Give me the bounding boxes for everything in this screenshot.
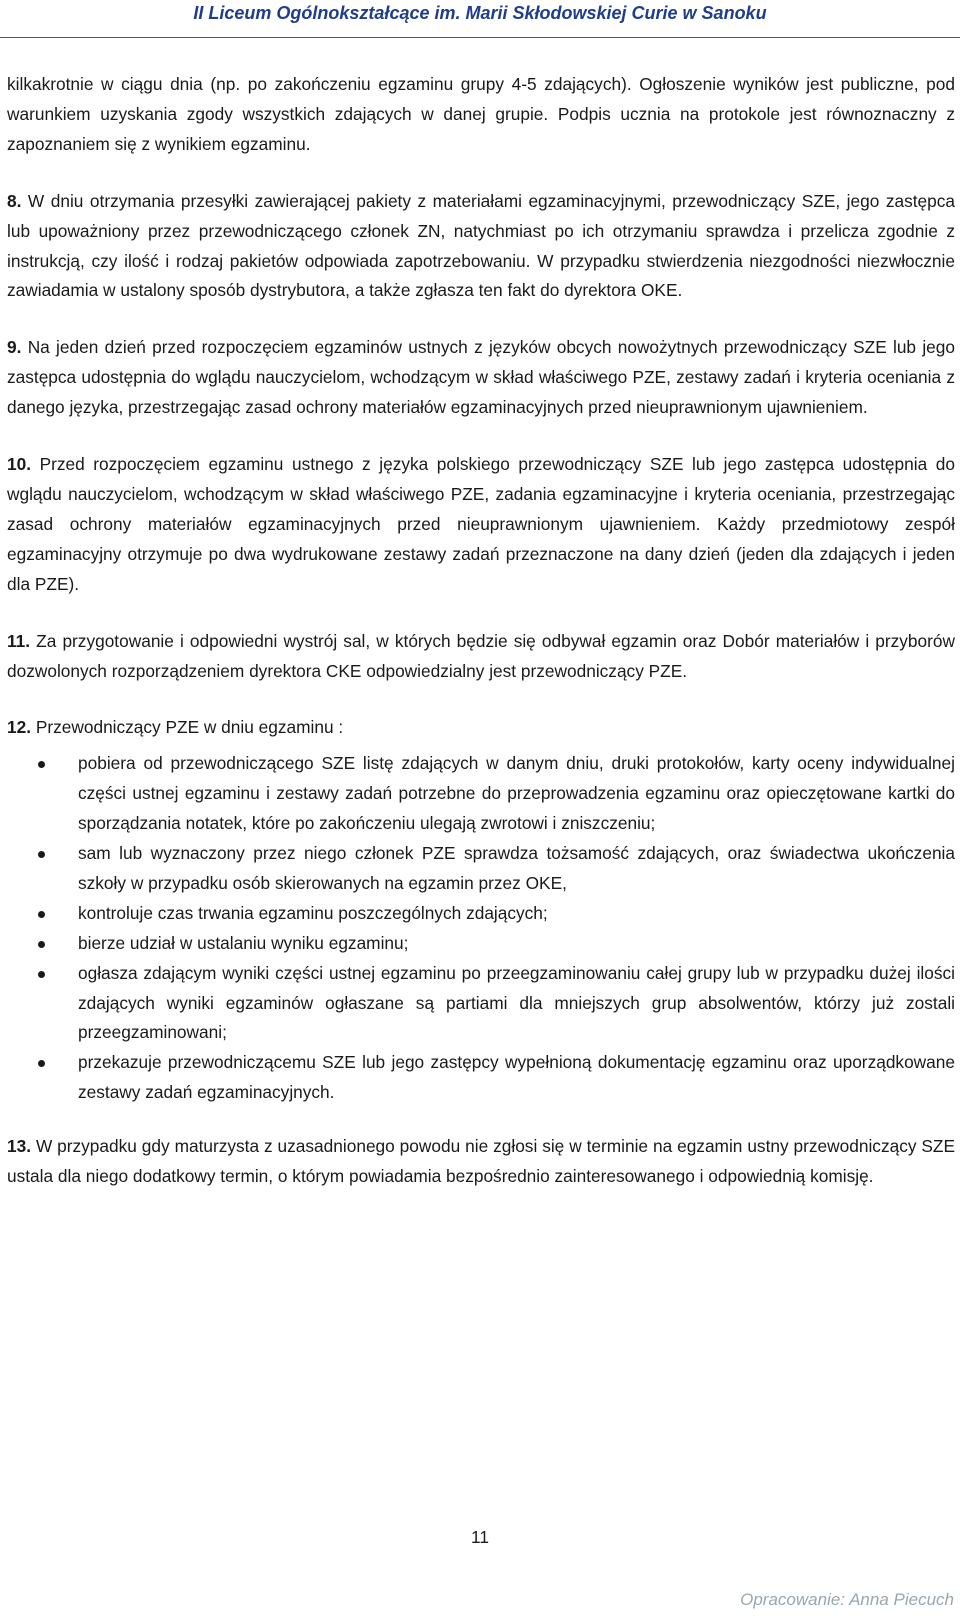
header-divider [0,37,960,38]
paragraph-number: 8. [7,190,22,211]
bullet-icon [38,911,45,918]
list-item-text: bierze udział w ustalaniu wyniku egzaminu; [78,932,409,953]
paragraph-12-intro [7,713,955,743]
duties-list [7,749,955,1108]
bullet-icon [38,761,45,768]
list-item [7,839,955,899]
paragraph-continuation [7,70,955,160]
list-item-text: sam lub wyznaczony przez niego członek PZE sprawdza tożsamość zdających, oraz świadectwa ukończenia szkoły w przypadku osób skierowanych na egzamin przez OKE, [78,843,955,893]
author-credit: Opracowanie: Anna Piecuch [740,1590,954,1609]
page-number: 11 [471,1527,489,1547]
paragraph-text: Za przygotowanie i odpowiedni wystrój sal, w których będzie się odbywał egzamin oraz Dobór materiałów i przyborów dozwolonych rozporządzeniem dyrektora CKE odpowiedzialny jest przewodniczący PZE. [7,630,955,681]
list-item [7,929,955,959]
bullet-icon [38,1060,45,1067]
paragraph-13 [7,1132,955,1192]
bullet-icon [38,941,45,948]
paragraph-number: 12. [7,717,32,738]
paragraph-text: kilkakrotnie w ciągu dnia (np. po zakończeniu egzaminu grupy 4-5 zdających). Ogłoszenie wyników jest publiczne, pod warunkiem uzyskania zgody wszystkich zdających w danej grupie. Podpis ucznia na protokole jest równoznaczny z zapoznaniem się z wynikiem egzaminu. [7,74,955,154]
list-item [7,749,955,839]
list-item-text: ogłasza zdającym wyniki części ustnej egzaminu po przeegzaminowaniu całej grupy lub w przypadku dużej ilości zdających wyniki egzaminów ogłaszane są partiami dla mniejszych grup absolwentów, którzy już zostali przeegzaminowani; [78,962,955,1043]
paragraph-number: 11. [7,630,31,651]
paragraph-text: W przypadku gdy maturzysta z uzasadnionego powodu nie zgłosi się w terminie na egzamin ustny przewodniczący SZE ustala dla niego dodatkowy termin, o którym powiadamia bezpośrednio zainteresowanego i odpowiednią komisję. [7,1136,955,1187]
paragraph-text: Przewodniczący PZE w dniu egzaminu : [31,717,344,738]
header-title: II Liceum Ogólnokształcące im. Marii Skłodowskiej Curie w Sanoku [193,3,767,23]
list-item [7,1048,955,1108]
paragraph-text: Przed rozpoczęciem egzaminu ustnego z języka polskiego przewodniczący SZE lub jego zastępca udostępnia do wglądu nauczycielom, wchodzącym w skład właściwego PZE, zadania egzaminacyjne i kryteria oceniania, przestrzegając zasad ochrony materiałów egzaminacyjnych przed nieuprawnionym ujawnieniem. Każdy przedmiotowy zespół egzaminacyjny otrzymuje po dwa wydrukowane zestawy zadań przeznaczone na dany dzień (jeden dla zdających i jeden dla PZE). [7,454,955,594]
list-item-text: przekazuje przewodniczącemu SZE lub jego zastępcy wypełnioną dokumentację egzaminu oraz uporządkowane zestawy zadań egzaminacyjnych. [78,1052,955,1103]
document-body [7,70,955,1219]
list-item [7,899,955,929]
paragraph-8 [7,187,955,307]
paragraph-text: W dniu otrzymania przesyłki zawierającej pakiety z materiałami egzaminacyjnymi, przewodniczący SZE, jego zastępca lub upoważniony przez przewodniczącego członek ZN, natychmiast po ich otrzymaniu sprawdza i przelicza zgodnie z instrukcją, czy ilość i rodzaj pakietów odpowiada zapotrzebowaniu. W przypadku stwierdzenia niezgodności niezwłocznie zawiadamia w ustalony sposób dystrybutora, a także zgłasza ten fakt do dyrektora OKE. [7,190,955,301]
paragraph-text: Na jeden dzień przed rozpoczęciem egzaminów ustnych z języków obcych nowożytnych przewodniczący SZE lub jego zastępca udostępnia do wglądu nauczycielom, wchodzącym w skład właściwego PZE, zestawy zadań i kryteria oceniania z danego języka, przestrzegając zasad ochrony materiałów egzaminacyjnych przed nieuprawnionym ujawnieniem. [7,337,955,418]
paragraph-number: 9. [7,337,22,358]
bullet-icon [38,971,45,978]
list-item-text: pobiera od przewodniczącego SZE listę zdających w danym dniu, druki protokołów, karty oceny indywidualnej części ustnej egzaminu i zestawy zadań potrzebne do przeprowadzenia egzaminu oraz opieczętowane kartki do sporządzania notatek, które po zakończeniu ulegają zwrotowi i zniszczeniu; [78,753,955,834]
paragraph-number: 10. [7,454,32,475]
paragraph-10 [7,450,955,600]
page-header [0,0,960,28]
list-item [7,959,955,1049]
list-item-text: kontroluje czas trwania egzaminu poszczególnych zdających; [78,902,548,923]
bullet-icon [38,851,45,858]
paragraph-number: 13. [7,1136,32,1157]
paragraph-9 [7,333,955,423]
paragraph-11 [7,627,955,687]
